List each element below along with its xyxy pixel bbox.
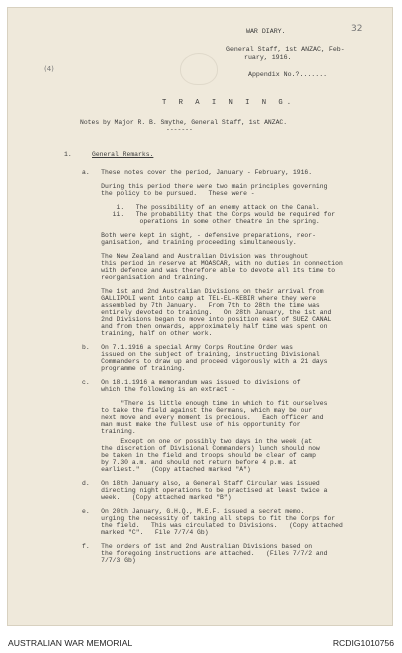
body-line: Commanders to draw up and proceed vigorously with a 21 days <box>82 358 328 365</box>
body-line: urging the necessity of taking all steps to fit the Corps for <box>82 515 336 522</box>
body-line: the policy to be pursued. These were - <box>82 190 255 197</box>
body-line: d. On 18th January also, a General Staff Circular was issued <box>82 480 320 487</box>
body-line: c. On 18.1.1916 a memorandum was issued to divisions of <box>82 379 301 386</box>
body-line: reorganisation and training. <box>82 274 209 281</box>
margin-mark: (4) <box>44 65 54 73</box>
section-heading: General Remarks. <box>92 151 154 158</box>
body-line: assembled by 7th January. From 7th to 28th the time was <box>82 302 320 309</box>
body-line: which the following is an extract - <box>82 386 236 393</box>
document-page <box>8 8 392 625</box>
body-line: the foregoing instructions are attached. (Files 7/7/2 and <box>82 550 328 557</box>
body-line: 2nd Divisions began to move into position east of SUEZ CANAL <box>82 316 332 323</box>
body-line: 7/7/3 Gb) <box>82 557 136 564</box>
body-line: i. The possibility of an enemy attack on the Canal. <box>82 204 320 211</box>
body-line: man must make the fullest use of his opportunity for <box>82 421 301 428</box>
page-number: 32 <box>351 24 363 34</box>
archive-footer <box>0 632 402 653</box>
body-line: Except on one or possibly two days in the week (at <box>82 438 313 445</box>
body-line: and from then onwards, approximately half time was spent on <box>82 323 328 330</box>
body-line: GALLIPOLI went into camp at TEL-EL-KEBIR where they were <box>82 295 316 302</box>
body-line: to take the field against the Germans, which may be our <box>82 407 313 414</box>
body-line: with defence and was therefore able to devote all its time to <box>82 267 336 274</box>
body-line: the discretion of Divisional Commanders) lunch should now <box>82 445 320 452</box>
footer-record-id: RCDIG1010756 <box>332 638 394 648</box>
body-line: directing night operations to be practised at least twice a <box>82 487 328 494</box>
body-line: f. The orders of 1st and 2nd Australian Divisions based on <box>82 543 313 550</box>
body-line: a. These notes cover the period, January - February, 1916. <box>82 169 313 176</box>
body-line: earliest." (Copy attached marked "A") <box>82 466 251 473</box>
body-line: The New Zealand and Australian Division was throughout <box>82 253 309 260</box>
body-line: programme of training. <box>82 365 186 372</box>
header-date: ruary, 1916. <box>244 54 292 61</box>
body-line: this period in reserve at MOASCAR, with no duties in connection <box>82 260 343 267</box>
header-war-diary: WAR DIARY. <box>246 28 286 35</box>
body-line: ii. The probability that the Corps would be required for <box>82 211 336 218</box>
byline: Notes by Major R. B. Smythe, General Staff, 1st ANZAC. <box>80 119 288 126</box>
body-line: e. On 20th January, G.H.Q., M.E.F. issued a secret memo. <box>82 508 305 515</box>
body-line: ganisation, and training proceeding simultaneously. <box>82 239 297 246</box>
document-title: T R A I N I N G. <box>162 99 296 107</box>
body-line: week. (Copy attached marked "B") <box>82 494 232 501</box>
body-line: the field. This was circulated to Divisions. (Copy attached <box>82 522 343 529</box>
footer-institution: AUSTRALIAN WAR MEMORIAL <box>8 638 133 648</box>
section-number: 1. <box>64 151 72 158</box>
body-line: The 1st and 2nd Australian Divisions on their arrival from <box>82 288 324 295</box>
body-line: by 7.30 a.m. and should not return before 4 p.m. at <box>82 459 297 466</box>
header-appendix: Appendix No.?....... <box>248 71 328 78</box>
body-line: issued on the subject of training, instructing Divisional <box>82 351 320 358</box>
body-line: next move and every moment is precious. Each officer and <box>82 414 324 421</box>
body-line: Both were kept in sight, - defensive preparations, reor- <box>82 232 316 239</box>
body-line: training. <box>82 428 136 435</box>
header-general-staff: General Staff, 1st ANZAC, Feb- <box>226 46 345 53</box>
body-line: entirely devoted to training. On 28th January, the 1st and <box>82 309 332 316</box>
body-line: "There is little enough time in which to fit ourselves <box>82 400 328 407</box>
byline-rule: ------- <box>166 126 193 133</box>
body-line: be taken in the field and troops should be clear of camp <box>82 452 316 459</box>
body-line: b. On 7.1.1916 a special Army Corps Routine Order was <box>82 344 293 351</box>
body-line: During this period there were two main principles governing <box>82 183 328 190</box>
body-line: marked "C". File 7/7/4 Gb) <box>82 529 209 536</box>
watermark-crest <box>180 53 218 85</box>
body-line: training, half on other work. <box>82 330 213 337</box>
body-line: operations in some other theatre in the spring. <box>82 218 320 225</box>
